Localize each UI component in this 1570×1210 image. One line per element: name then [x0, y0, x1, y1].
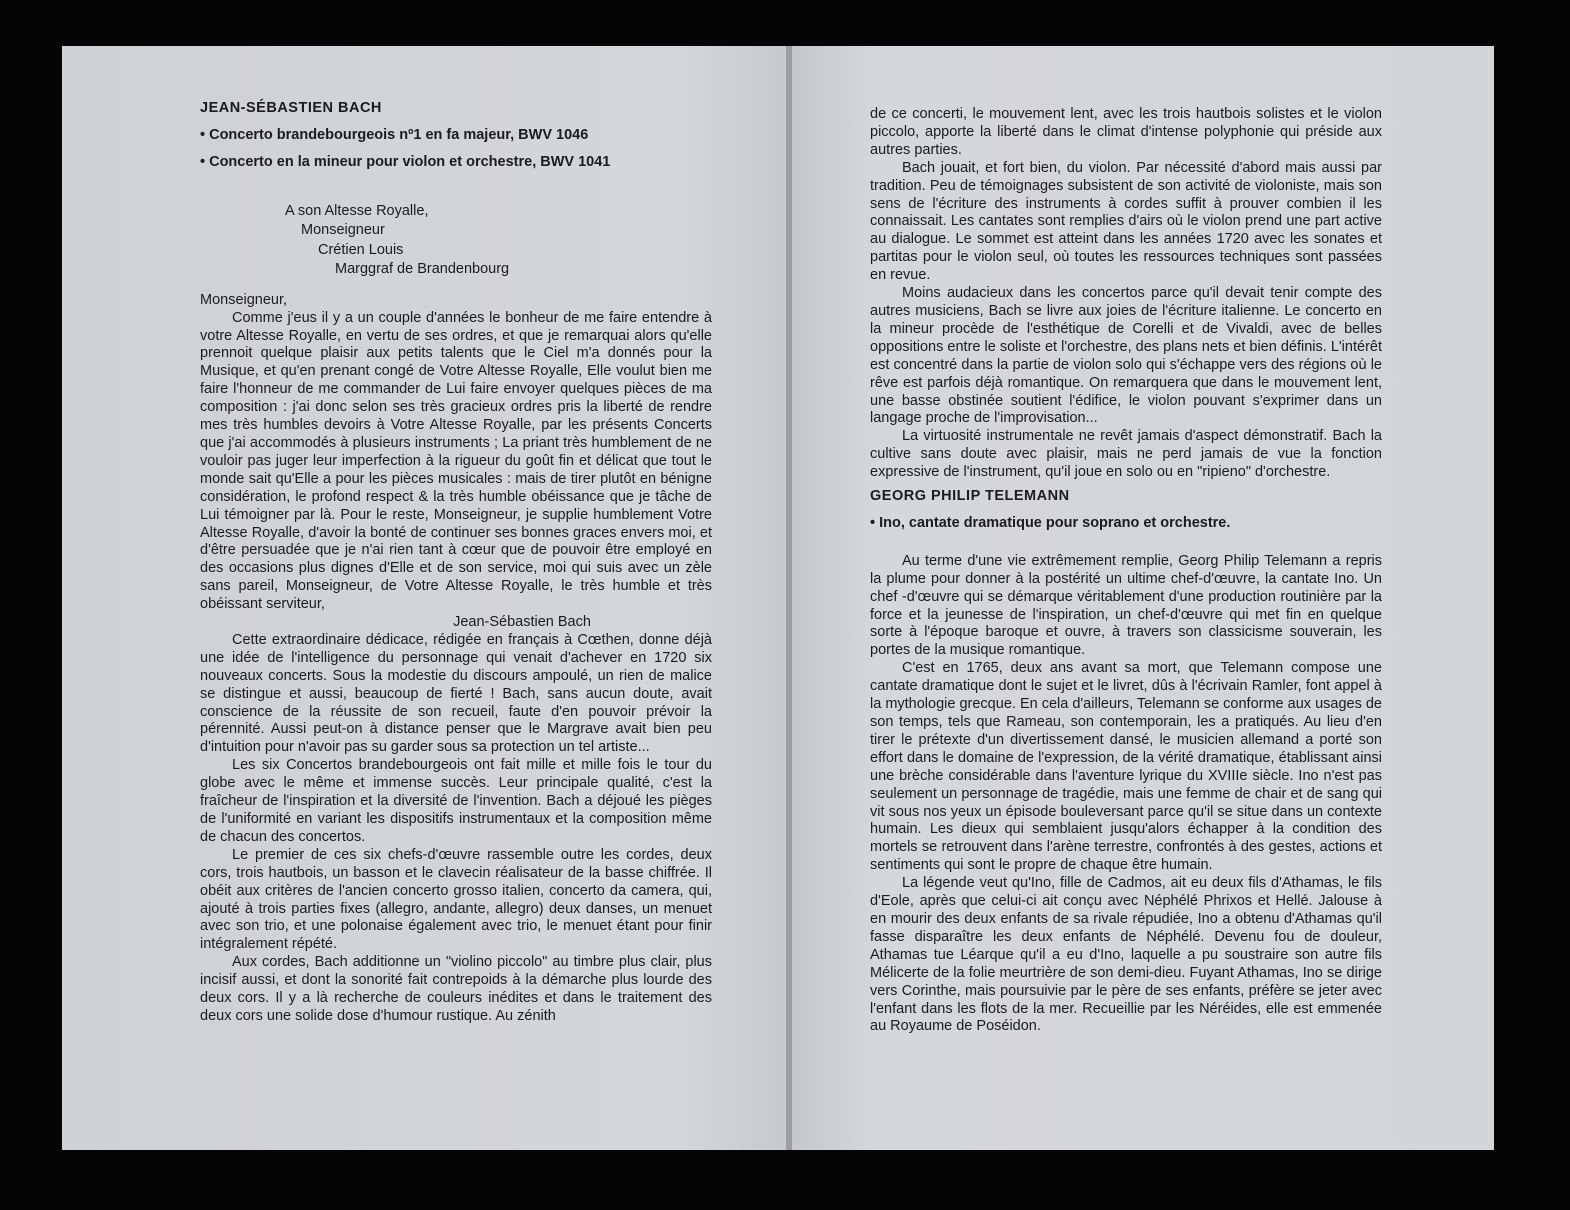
paragraph: Bach jouait, et fort bien, du violon. Par nécessité d'abord mais aussi par tradition. Peu de témoignages subsistent de son activité de violoniste, mais son sens de l'écriture des instruments à cordes suffit à prouver combien il les connaissait. Les cantates sont remplies d'airs où le violon prend une part active au dialogue. Le sommet est atteint dans les années 1720 avec les sonates et partitas pour le violon seul, où toutes les ressources techniques sont passées en revue.	[870, 159, 1382, 284]
composer-heading-telemann: GEORG PHILIP TELEMANN	[870, 488, 1070, 505]
composer-heading-bach: JEAN-SÉBASTIEN BACH	[200, 100, 382, 116]
signature: Jean-Sébastien Bach	[453, 614, 591, 631]
work-title-1: • Concerto brandebourgeois nº1 en fa majeur, BWV 1046	[200, 126, 589, 143]
paragraph: Le premier de ces six chefs-d'œuvre rassemble outre les cordes, deux cors, trois hautbois, un basson et le clavecin réalisateur de la basse chiffrée. Il obéit aux critères de l'ancien concerto grosso italien, concerto da camera, qui, ajouté à trois parties fixes (allegro, andante, allegro) deux danses, un menuet avec son trio, et une polonaise également avec trio, le menuet étant pour finir intégralement répété.	[200, 846, 712, 953]
paragraph: Les six Concertos brandebourgeois ont fait mille et mille fois le tour du globe avec le même et immense succès. Leur principale qualité, c'est la fraîcheur de l'inspiration et la diversité de l'invention. Bach a déjoué les pièges de l'uniformité en variant les dispositifs instrumentaux et la composition même de chacun des concertos.	[200, 757, 712, 845]
left-column	[200, 100, 712, 1026]
paragraph: Au terme d'une vie extrêmement remplie, Georg Philip Telemann a repris la plume pour donner à la postérité un ultime chef-d'œuvre, la cantate Ino. Un chef -d'œuvre qui se démarque véritablement d'une production routinière par la force et la jeunesse de l'inspiration, un chef-d'œuvre qui met fin en quelque sorte à l'époque baroque et ouvre, à travers son classicisme souverain, les portes de la musique romantique.	[870, 552, 1382, 659]
paragraph: C'est en 1765, deux ans avant sa mort, que Telemann compose une cantate dramatique dont le sujet et le livret, dûs à l'écrivain Ramler, font appel à la mythologie grecque. En cela d'ailleurs, Telemann se conforme aux usages de son temps, tels que Rameau, son contemporain, les a pratiqués. Au lieu d'en tirer le prétexte d'un divertissement dansé, le musicien allemand a porté son effort dans le domaine de l'expression, de la vérité dramatique, établissant ainsi une brèche considérable dans l'aventure lyrique du XVIIIe siècle. Ino n'est pas seulement un personnage de tragédie, mais une femme de chair et de sang qui vit sous nos yeux un épisode bouleversant parce qu'il se situe dans un contexte humain. Les dieux qui semblaient jusqu'alors échapper à la condition des mortels se retrouvent dans l'arène terrestre, confrontés à des gestes, actions et sentiments qui sont le propre de chaque être humain.	[870, 660, 1382, 874]
paragraph: La légende veut qu'Ino, fille de Cadmos, ait eu deux fils d'Athamas, le fils d'Eole, après que celui-ci ait conçu avec Néphélé Phrixos et Hellé. Jalouse à en mourir des deux enfants de sa rivale répudiée, Ino a obtenu d'Athamas qu'il fasse disparaître les deux enfants de Néphélé. Devenu fou de douleur, Athamas tue Léarque qu'il a eu d'Ino, laquelle a pu soustraire son autre fils Mélicerte de la folie meurtrière de son demi-dieu. Fuyant Athamas, Ino se dirige vers Corinthe, mais poursuivie par le père de ses enfants, préfère se jeter avec l'enfant dans les flots de la mer. Recueillie par les Néréides, elle est emmenée au Royaume de Poséidon.	[870, 875, 1382, 1035]
work-title-2: • Concerto en la mineur pour violon et orchestre, BWV 1041	[200, 153, 611, 170]
paragraph: La virtuosité instrumentale ne revêt jamais d'aspect démonstratif. Bach la cultive sans doute avec plaisir, mais ne perd jamais de vue la fonction expressive de l'instrument, qu'il joue en solo ou en "ripieno" d'orchestre.	[870, 428, 1382, 481]
paragraph: Cette extraordinaire dédicace, rédigée en français à Cœthen, donne déjà une idée de l'intelligence du personnage qui venait d'achever en 1720 six nouveaux concerts. Sous la modestie du discours ampoulé, un rien de malice se distingue et aussi, beaucoup de fierté ! Bach, sans aucun doute, avait conscience de la réussite de son recueil, faute d'en pouvoir prévoir la pérennité. Aussi peut-on à distance penser que le Margrave avait bien peu d'intuition pour n'avoir pas su garder sous sa protection un tel artiste...	[200, 631, 712, 756]
dedication-letter: Comme j'eus il y a un couple d'années le bonheur de me faire entendre à votre Altesse Royalle, en vertu de ses ordres, et que je remarquai alors qu'elle prennoit quelque plaisir aux petits talents que le Ciel m'a donnés pour la Musique, et qu'en prenant congé de Votre Altesse Royalle, Elle voulut bien me faire l'honneur de me commander de Lui faire envoyer quelques pièces de ma composition : j'ai donc selon ses très gracieux ordres pris la liberté de rendre mes très humbles devoirs à Votre Altesse Royalle, par les présents Concerts que j'ai accommodés à plusieurs instruments ; La priant très humblement de ne vouloir pas juger leur imperfection à la rigueur du goût fin et délicat que tout le monde sait qu'Elle a pour les pièces musicales : mais de tirer plutôt en bénigne considération, le profond respect & la très humble obéissance que je tâche de Lui témoigner par là. Pour le reste, Monseigneur, je supplie humblement Votre Altesse Royalle, d'avoir la bonté de continuer ses bonnes graces envers moi, et d'être persuadée que je n'ai rien tant à cœur que de pouvoir être employé en des occasions plus dignes d'Elle et de son service, moi qui suis avec un zèle sans pareil, Monseigneur, de Votre Altesse Royalle, le très humble et très obéissant serviteur,	[200, 309, 712, 613]
address-line-1: A son Altesse Royalle,	[285, 202, 429, 219]
work-title-ino: • Ino, cantate dramatique pour soprano et orchestre.	[870, 514, 1231, 531]
dedication-address	[200, 202, 712, 280]
continuation-paragraph: de ce concerti, le mouvement lent, avec les trois hautbois solistes et le violon piccolo, apporte la liberté dans le climat d'intense polyphonie qui préside aux autres parties.	[870, 106, 1382, 158]
right-column	[870, 106, 1382, 1036]
address-line-4: Marggraf de Brandenbourg	[335, 261, 510, 278]
book-gutter	[786, 46, 792, 1150]
paragraph: Aux cordes, Bach additionne un "violino piccolo" au timbre plus clair, plus incisif aussi, et dont la sonorité fait contrepoids à la démarche plus lourde des deux cors. Il y a là recherche de couleurs inédites et dans le traitement des deux cors une solide dose d'humour rustique. Au zénith	[200, 954, 712, 1024]
paragraph: Moins audacieux dans les concertos parce qu'il devait tenir compte des autres musiciens, Bach se livre aux joies de l'écriture italienne. Le concerto en la mineur procède de l'esthétique de Corelli et de Vivaldi, avec de belles oppositions entre le soliste et l'orchestre, des plans nets et bien définis. L'intérêt est concentré dans la partie de violon solo qui s'échappe vers des régions où le rêve est parfois déjà romantique. On remarquera que dans le mouvement lent, une basse obstinée soutient l'édifice, le violon pouvant s'exprimer dans un langage proche de l'improvisation...	[870, 285, 1382, 427]
salutation: Monseigneur,	[200, 291, 288, 308]
address-line-3: Crétien Louis	[318, 241, 404, 258]
address-line-2: Monseigneur	[301, 222, 385, 239]
